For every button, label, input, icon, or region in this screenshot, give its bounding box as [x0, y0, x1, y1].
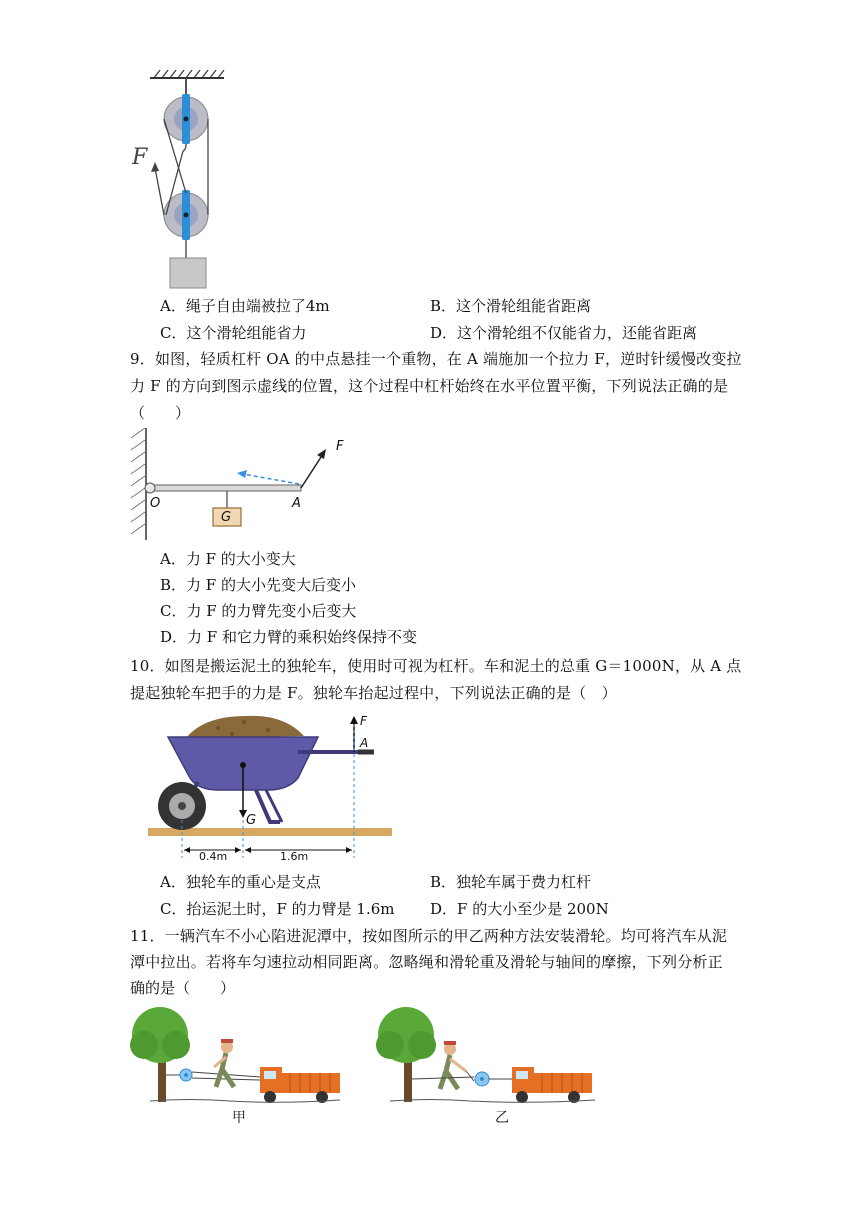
force-label-f: F — [132, 145, 148, 170]
q9-stem-line-1: 9．如图，轻质杠杆 OA 的中点悬挂一个重物，在 A 端施加一个拉力 F，逆时针缓慢改变拉 — [130, 350, 742, 368]
wheelbarrow-label-a: A — [360, 736, 369, 750]
lever-label-g: G — [221, 510, 232, 525]
q8-option-c[interactable]: C．这个滑轮组能省力 — [160, 324, 307, 342]
q9-option-c[interactable]: C．力 F 的力臂先变小后变大 — [160, 602, 357, 620]
pulley-scene-right — [370, 1005, 600, 1105]
scene-label-right: 乙 — [495, 1110, 509, 1126]
q10-option-c[interactable]: C．抬运泥土时，F 的力臂是 1.6m — [160, 900, 395, 918]
q9-option-b[interactable]: B．力 F 的大小先变大后变小 — [160, 576, 356, 594]
q10-option-b[interactable]: B．独轮车属于费力杠杆 — [430, 873, 592, 891]
q11-stem-line-1: 11．一辆汽车不小心陷进泥潭中，按如图所示的甲乙两种方法安装滑轮。均可将汽车从泥 — [130, 927, 728, 945]
q9-stem-line-3: （ ） — [130, 404, 191, 422]
q8-option-d[interactable]: D．这个滑轮组不仅能省力，还能省距离 — [430, 324, 698, 342]
wheelbarrow-label-f: F — [360, 714, 367, 728]
wheelbarrow-dim-0-4m: 0.4m — [199, 850, 228, 863]
pulley-scene-left — [130, 1005, 350, 1105]
q8-option-b[interactable]: B．这个滑轮组能省距离 — [430, 297, 592, 315]
q9-option-d[interactable]: D．力 F 和它力臂的乘积始终保持不变 — [160, 628, 417, 646]
q11-stem-line-2: 潭中拉出。若将车匀速拉动相同距离。忽略绳和滑轮重及滑轮与轴间的摩擦，下列分析正 — [130, 953, 723, 971]
q10-option-d[interactable]: D．F 的大小至少是 200N — [430, 900, 609, 918]
lever-label-o: O — [150, 496, 161, 511]
lever-label-a: A — [292, 496, 301, 511]
wheelbarrow-label-g: G — [246, 813, 257, 828]
lever-label-f: F — [336, 439, 344, 454]
scene-label-left: 甲 — [232, 1110, 246, 1126]
q8-option-a[interactable]: A．绳子自由端被拉了4m — [160, 297, 330, 315]
lever-figure — [127, 428, 357, 540]
q9-option-a[interactable]: A．力 F 的大小变大 — [160, 550, 296, 568]
q10-stem-line-2: 提起独轮车把手的力是 F。独轮车抬起过程中，下列说法正确的是（ ） — [130, 684, 617, 702]
q9-stem-line-2: 力 F 的方向到图示虚线的位置，这个过程中杠杆始终在水平位置平衡，下列说法正确的是 — [130, 377, 729, 395]
wheelbarrow-dim-1-6m: 1.6m — [280, 850, 309, 863]
q10-option-a[interactable]: A．独轮车的重心是支点 — [160, 873, 321, 891]
pulley-system-figure — [120, 70, 235, 290]
q11-stem-line-3: 确的是（ ） — [130, 979, 236, 997]
q10-stem-line-1: 10．如图是搬运泥土的独轮车，使用时可视为杠杆。车和泥土的总重 G＝1000N，从 A 点 — [130, 657, 742, 675]
